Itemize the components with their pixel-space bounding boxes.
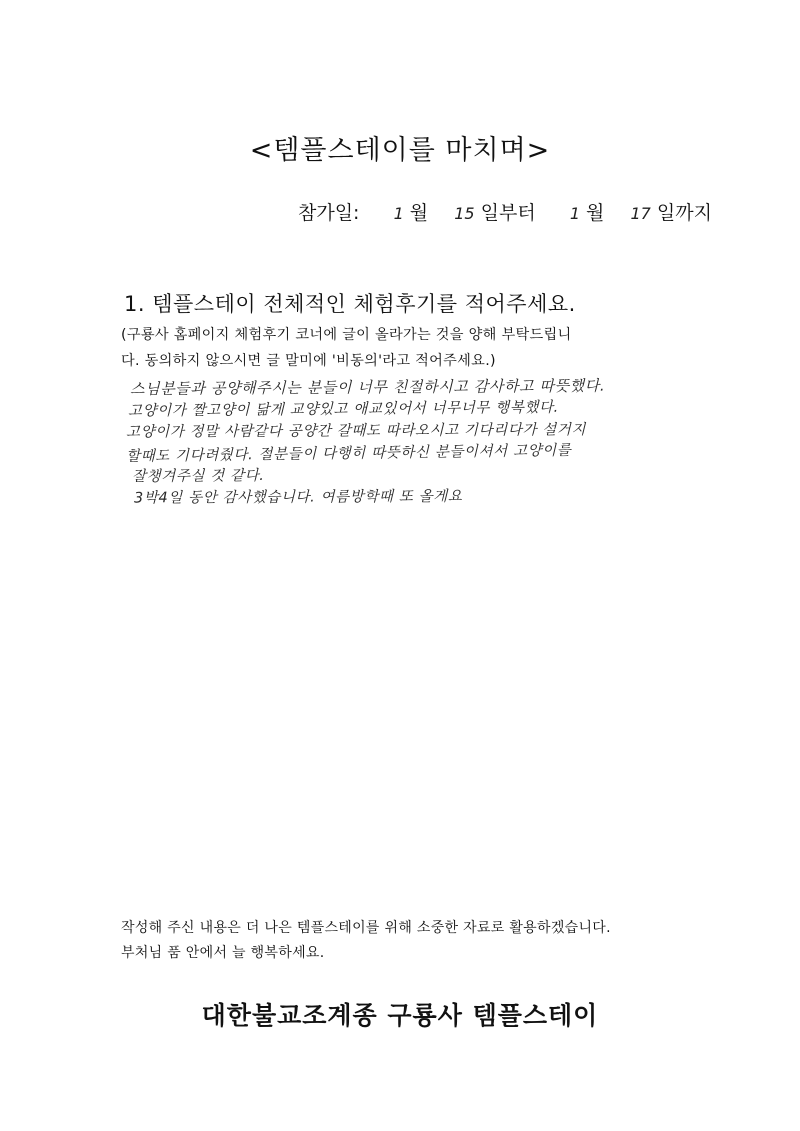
handwritten-answer <box>124 376 684 508</box>
answer-line: 고양이가 정말 사람같다 공양간 갈때도 따라오시고 기다리다가 설거지 <box>125 422 587 441</box>
answer-line: 할때도 기다려줬다. 절분들이 다행히 따뜻하신 분들이셔서 고양이를 <box>125 442 572 465</box>
day-from-label: 일부터 <box>480 202 536 224</box>
question-note-line: 다. 동의하지 않으시면 글 말미에 '비동의'라고 적어주세요.) <box>121 353 496 369</box>
participation-period <box>298 198 712 225</box>
start-month-value: 1 <box>393 204 404 223</box>
question-note-line: (구룡사 홈페이지 체험후기 코너에 글이 올라가는 것을 양해 부탁드립니 <box>121 327 572 343</box>
end-day-value: 17 <box>630 204 651 223</box>
month-unit-1: 월 <box>409 202 429 224</box>
closing-line: 부처님 품 안에서 늘 행복하세요. <box>121 945 325 961</box>
month-unit-2: 월 <box>586 202 605 224</box>
start-day-value: 15 <box>454 204 475 223</box>
end-month-value: 1 <box>569 204 580 223</box>
answer-line: 잘챙겨주실 것 같다. <box>131 468 265 485</box>
question-note <box>121 322 691 374</box>
answer-line: 3박4일 동안 감사했습니다. 여름방학때 또 올게요 <box>133 488 463 507</box>
closing-line: 작성해 주신 내용은 더 나은 템플스테이를 위해 소중한 자료로 활용하겠습니다. <box>121 920 611 936</box>
period-label: 참가일: <box>298 202 360 224</box>
form-title: <템플스테이를 마치며> <box>249 135 551 166</box>
day-to-label: 일까지 <box>656 202 712 224</box>
answer-line: 고양이가 짤고양이 닮게 교양있고 애교있어서 너무너무 행복했다. <box>127 399 559 420</box>
organization-name: 대한불교조계종 구룡사 템플스테이 <box>201 1001 599 1030</box>
closing-message <box>121 916 611 966</box>
answer-line: 스님분들과 공양해주시는 분들이 너무 친절하시고 감사하고 따뜻했다. <box>129 376 606 398</box>
question-title: 1. 템플스테이 전체적인 체험후기를 적어주세요. <box>124 292 576 316</box>
